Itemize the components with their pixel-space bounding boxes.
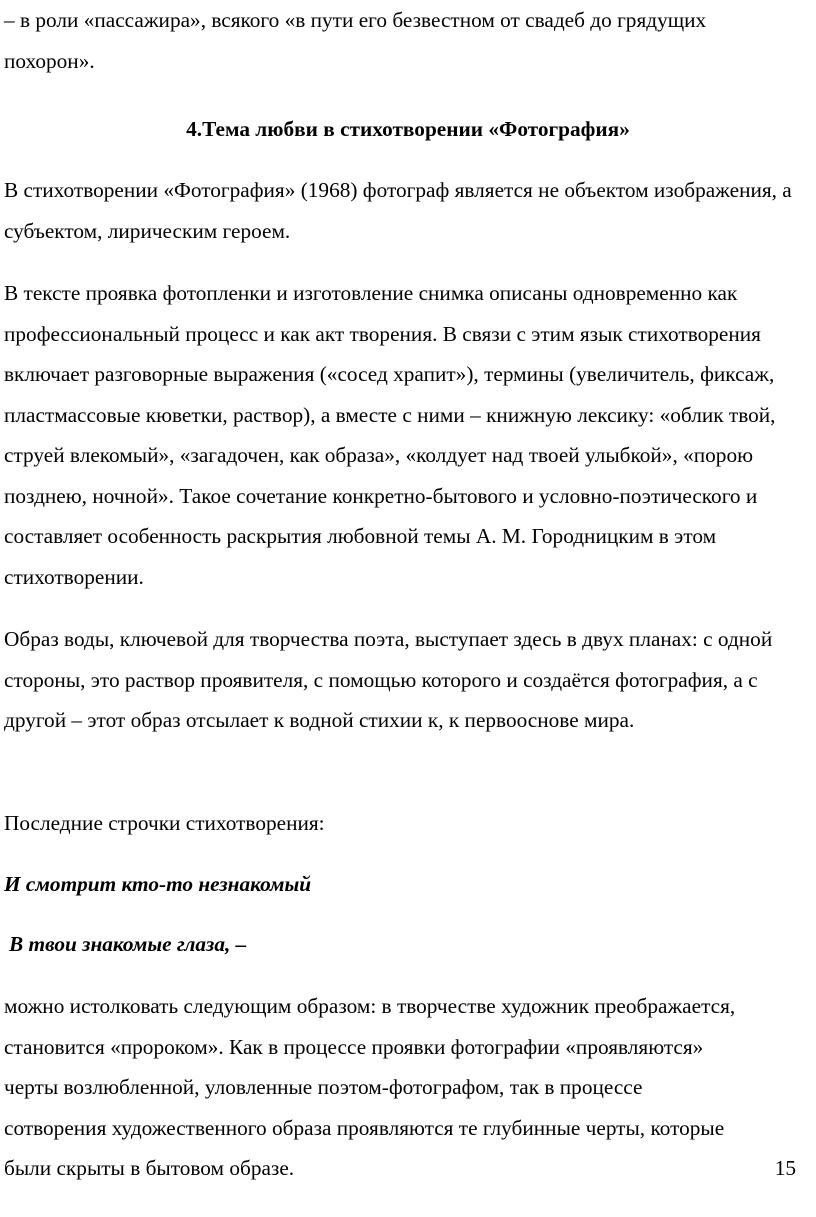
intro-paragraph: – в роли «пассажира», всякого «в пути его безвестном от свадеб до грядущих похорон». bbox=[4, 8, 707, 73]
closing-paragraph: можно истолковать следующим образом: в творчестве художник преображается, становится «пророком». Как в процессе проявки фотографии «проявляются» черты возлюбленной, уловленные поэтом-фотографом, так в процессе сотворения художественного образа проявляются те глубинные черты, которые были скрыты в бытовом образе. bbox=[4, 994, 736, 1180]
paragraph-photo-intro: В стихотворении «Фотография» (1968) фотограф является не объектом изображения, а субъектом, лирическим героем. bbox=[4, 178, 792, 243]
verse-line-2: В твои знакомые глаза, – bbox=[9, 932, 247, 956]
page-number: 15 bbox=[774, 1156, 796, 1180]
section-heading: 4.Тема любви в стихотворении «Фотография» bbox=[186, 117, 630, 141]
verse-line-1: И смотрит кто-то незнакомый bbox=[4, 872, 312, 896]
paragraph-water-image: Образ воды, ключевой для творчества поэта, выступает здесь в двух планах: с одной стороны, это раствор проявителя, с помощью которого и создаётся фотография, а с другой – этот образ отсылает к водной стихии к, к первооснове мира. bbox=[4, 627, 773, 732]
paragraph-process: В тексте проявка фотопленки и изготовление снимка описаны одновременно как профессиональный процесс и как акт творения. В связи с этим язык стихотворения включает разговорные выражения («сосед храпит»), термины (увеличитель, фиксаж, пластмассовые кюветки, раствор), а вместе с ними – книжную лексику: «облик твой, струей влекомый», «загадочен, как образа», «колдует над твоей улыбкой», «порою позднею, ночной». Такое сочетание конкретно-бытового и условно-поэтического и составляет особенность раскрытия любовной темы А. М. Городницким в этом стихотворении. bbox=[4, 281, 776, 589]
paragraph-last-lines-intro: Последние строчки стихотворения: bbox=[4, 811, 325, 835]
